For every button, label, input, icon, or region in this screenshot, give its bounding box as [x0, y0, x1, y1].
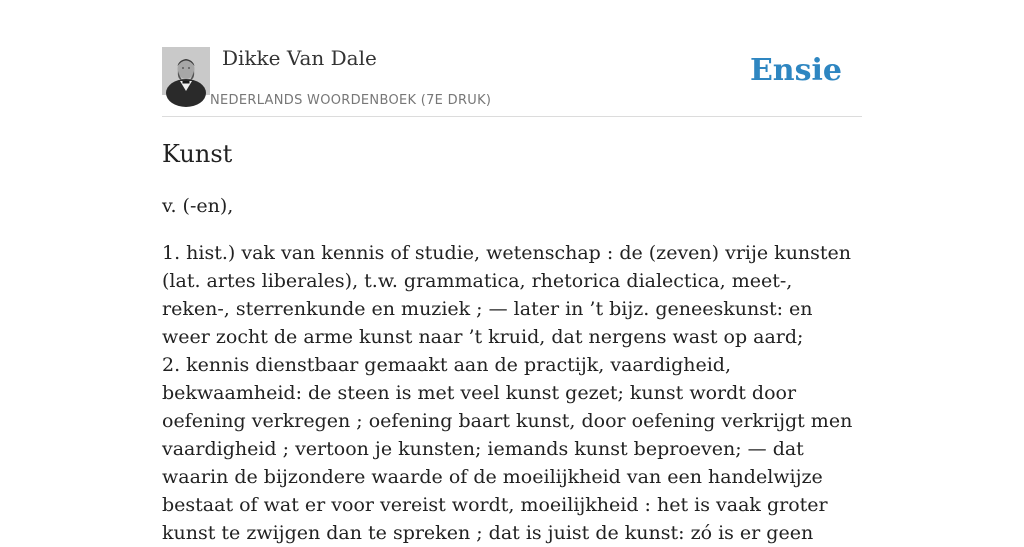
brand-logo[interactable]: Ensie — [749, 53, 842, 88]
definition-item: 2. kennis dienstbaar gemaakt aan de practijk, vaardigheid, bekwaamheid: de steen is met veel kunst gezet; kunst wordt door oefening verkregen ; oefening baart kunst, door oefening verkrijgt men vaardigheid ; vertoon je kunsten; iemands kunst beproeven; — dat waarin de bijzondere waarde of de moeilijkheid van een handelwijze bestaat of wat er voor vereist wordt, moeilijkheid : het is vaak groter kunst te zwijgen dan te spreken ; dat is juist de kunst: zó is er geen — [162, 354, 853, 544]
source-label[interactable]: NEDERLANDS WOORDENBOEK (7E DRUK) — [210, 93, 492, 108]
header — [162, 42, 862, 117]
portrait-avatar-icon — [162, 47, 210, 95]
entry-grammar: v. (-en), — [162, 195, 234, 217]
definition-item: 1. hist.) vak van kennis of studie, wetenschap : de (zeven) vrije kunsten (lat. artes liberales), t.w. grammatica, rhetorica dialectica, meet-, reken-, sterrenkunde en muziek ; — later in ’t bijz. geneeskunst: en weer zocht de arme kunst naar ’t kruid, dat nergens wast op aard; — [162, 242, 852, 348]
entry-content — [162, 138, 862, 547]
entry-definitions — [162, 239, 862, 547]
author-avatar[interactable] — [162, 47, 210, 95]
author-name[interactable]: Dikke Van Dale — [222, 46, 377, 70]
entry-title: Kunst — [162, 140, 233, 168]
